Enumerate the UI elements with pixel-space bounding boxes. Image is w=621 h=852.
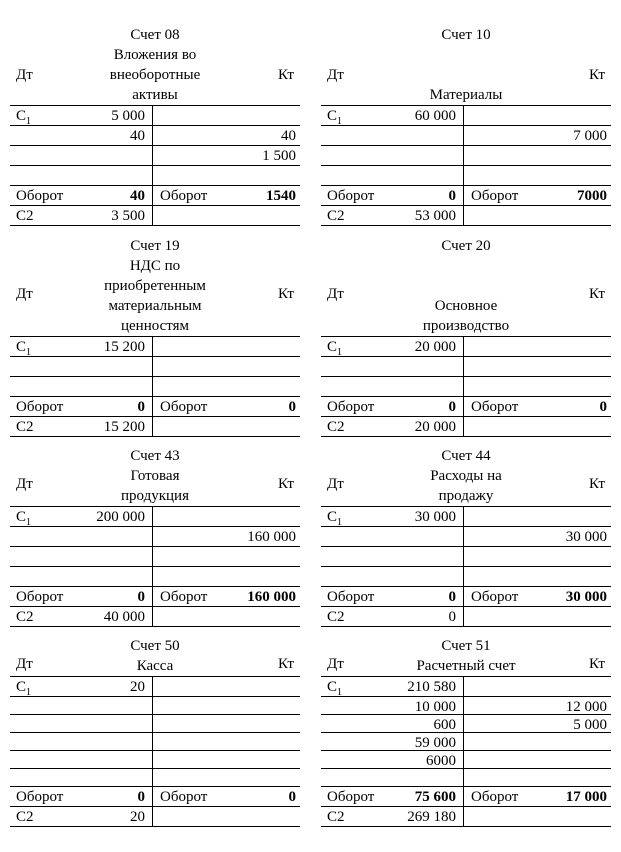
account-title: Счет 44 xyxy=(441,448,491,464)
turnover-label: Оборот xyxy=(160,399,208,415)
account-header xyxy=(321,636,611,676)
turnover-credit: 0 xyxy=(288,399,296,415)
debit-value: 40 xyxy=(130,128,145,144)
entry-row xyxy=(10,125,300,145)
credit-label: Кт xyxy=(589,476,605,492)
credit-label: Кт xyxy=(589,656,605,672)
account-subtitle-line: Материалы xyxy=(429,87,503,103)
turnover-label: Оборот xyxy=(160,589,208,605)
turnover-debit: 0 xyxy=(137,789,145,805)
turnover-label: Оборот xyxy=(471,789,519,805)
turnover-label: Оборот xyxy=(327,399,375,415)
opening-label: $С_1$ xyxy=(16,108,32,127)
entry-row xyxy=(10,750,300,768)
turnover-label: Оборот xyxy=(160,789,208,805)
entry-row xyxy=(10,566,300,586)
turnover-credit: 17 000 xyxy=(565,789,607,805)
credit-value: 5 000 xyxy=(573,717,607,733)
account-subtitle-line: активы xyxy=(132,87,178,103)
closing-value: 269 180 xyxy=(407,809,456,825)
account-subtitle-line: внеоборотные xyxy=(109,67,201,83)
opening-balance-row xyxy=(321,105,611,125)
opening-balance-row xyxy=(10,506,300,526)
credit-label: Кт xyxy=(589,286,605,302)
turnover-debit: 0 xyxy=(137,589,145,605)
entry-row xyxy=(321,696,611,714)
account-header xyxy=(10,446,300,506)
turnover-label: Оборот xyxy=(16,188,64,204)
entry-row xyxy=(321,546,611,566)
turnover-credit: 30 000 xyxy=(565,589,607,605)
turnover-row xyxy=(321,786,611,806)
opening-label: $С_1$ xyxy=(16,339,32,358)
debit-label: Дт xyxy=(327,286,344,302)
turnover-row xyxy=(10,396,300,416)
turnover-credit: 7000 xyxy=(577,188,607,204)
turnover-label: Оборот xyxy=(471,188,519,204)
debit-label: Дт xyxy=(327,476,344,492)
opening-balance-row xyxy=(10,105,300,125)
credit-value: 7 000 xyxy=(573,128,607,144)
debit-label: Дт xyxy=(16,476,33,492)
entry-row xyxy=(10,714,300,732)
credit-value: 1 500 xyxy=(262,148,296,164)
debit-label: Дт xyxy=(327,656,344,672)
credit-label: Кт xyxy=(278,67,294,83)
closing-label: С2 xyxy=(16,609,34,625)
closing-label: С2 xyxy=(16,419,34,435)
closing-value: 3 500 xyxy=(111,208,145,224)
credit-value: 160 000 xyxy=(247,529,296,545)
account-subtitle-line: Расчетный счет xyxy=(416,658,516,674)
account-subtitle-line: материальным xyxy=(108,298,202,314)
entry-row xyxy=(321,526,611,546)
account-title: Счет 51 xyxy=(441,638,491,654)
account-44 xyxy=(321,446,611,627)
turnover-label: Оборот xyxy=(327,188,375,204)
entry-row xyxy=(321,125,611,145)
debit-value: 210 580 xyxy=(407,679,456,695)
debit-value: 5 000 xyxy=(111,108,145,124)
debit-value: 20 xyxy=(130,679,145,695)
opening-balance-row xyxy=(10,336,300,356)
debit-value: 30 000 xyxy=(414,509,456,525)
account-header xyxy=(10,236,300,336)
entry-row xyxy=(321,165,611,185)
account-51 xyxy=(321,636,611,827)
closing-value: 15 200 xyxy=(103,419,145,435)
entry-row xyxy=(10,376,300,396)
credit-label: Кт xyxy=(278,656,294,672)
closing-value: 53 000 xyxy=(414,208,456,224)
closing-label: С2 xyxy=(327,208,345,224)
turnover-credit: 0 xyxy=(599,399,607,415)
turnover-row xyxy=(321,586,611,606)
credit-label: Кт xyxy=(278,286,294,302)
debit-label: Дт xyxy=(16,286,33,302)
entry-row xyxy=(321,145,611,165)
opening-label: $С_1$ xyxy=(327,509,343,528)
entry-row xyxy=(10,768,300,786)
account-header xyxy=(321,446,611,506)
closing-balance-row xyxy=(321,606,611,626)
turnover-row xyxy=(10,586,300,606)
closing-balance-row xyxy=(10,606,300,626)
account-title: Счет 20 xyxy=(441,238,491,254)
entry-row xyxy=(321,732,611,750)
turnover-label: Оборот xyxy=(16,589,64,605)
closing-value: 20 000 xyxy=(414,419,456,435)
account-subtitle-line: Основное xyxy=(434,298,498,314)
closing-value: 40 000 xyxy=(103,609,145,625)
account-title: Счет 10 xyxy=(441,27,491,43)
debit-label: Дт xyxy=(16,656,33,672)
opening-label: $С_1$ xyxy=(16,679,32,698)
entry-row xyxy=(10,526,300,546)
opening-label: $С_1$ xyxy=(16,509,32,528)
account-20 xyxy=(321,236,611,437)
closing-value: 0 xyxy=(448,609,456,625)
account-title: Счет 50 xyxy=(130,638,180,654)
account-header xyxy=(321,25,611,105)
entry-row xyxy=(10,356,300,376)
entry-row xyxy=(321,356,611,376)
debit-label: Дт xyxy=(16,67,33,83)
opening-label: $С_1$ xyxy=(327,339,343,358)
turnover-debit: 40 xyxy=(130,188,145,204)
entry-row xyxy=(321,376,611,396)
entry-row xyxy=(321,714,611,732)
account-50 xyxy=(10,636,300,827)
debit-value: 60 000 xyxy=(414,108,456,124)
turnover-credit: 0 xyxy=(288,789,296,805)
closing-balance-row xyxy=(321,416,611,436)
debit-value: 15 200 xyxy=(103,339,145,355)
debit-value: 20 000 xyxy=(414,339,456,355)
entry-row xyxy=(321,768,611,786)
debit-value: 600 xyxy=(433,717,456,733)
entry-row xyxy=(321,750,611,768)
opening-balance-row xyxy=(10,676,300,696)
turnover-label: Оборот xyxy=(327,589,375,605)
turnover-label: Оборот xyxy=(16,399,64,415)
account-subtitle-line: НДС по xyxy=(129,258,181,274)
account-header xyxy=(10,25,300,105)
account-subtitle-line: производство xyxy=(422,318,510,334)
credit-label: Кт xyxy=(589,67,605,83)
entry-row xyxy=(10,145,300,165)
closing-label: С2 xyxy=(327,809,345,825)
account-43 xyxy=(10,446,300,627)
entry-row xyxy=(10,165,300,185)
closing-balance-row xyxy=(321,205,611,225)
account-10 xyxy=(321,25,611,226)
turnover-debit: 0 xyxy=(448,589,456,605)
account-header xyxy=(10,636,300,676)
turnover-debit: 75 600 xyxy=(414,789,456,805)
turnover-credit: 160 000 xyxy=(247,589,296,605)
account-title: Счет 08 xyxy=(130,27,180,43)
credit-value: 12 000 xyxy=(565,699,607,715)
debit-value: 200 000 xyxy=(96,509,145,525)
account-title: Счет 43 xyxy=(130,448,180,464)
turnover-label: Оборот xyxy=(327,789,375,805)
closing-value: 20 xyxy=(130,809,145,825)
turnover-row xyxy=(10,786,300,806)
account-subtitle-line: Вложения во xyxy=(113,47,197,63)
turnover-label: Оборот xyxy=(16,789,64,805)
account-subtitle-line: продажу xyxy=(438,488,494,504)
opening-balance-row xyxy=(321,336,611,356)
account-subtitle-line: Касса xyxy=(136,658,174,674)
turnover-label: Оборот xyxy=(471,589,519,605)
account-title: Счет 19 xyxy=(130,238,180,254)
closing-label: С2 xyxy=(16,208,34,224)
account-08 xyxy=(10,25,300,226)
turnover-row xyxy=(321,396,611,416)
turnover-label: Оборот xyxy=(160,188,208,204)
entry-row xyxy=(10,546,300,566)
turnover-label: Оборот xyxy=(471,399,519,415)
account-subtitle-line: приобретенным xyxy=(104,278,206,294)
account-subtitle-line: Расходы на xyxy=(430,468,502,484)
turnover-debit: 0 xyxy=(448,188,456,204)
turnover-credit: 1540 xyxy=(266,188,296,204)
closing-balance-row xyxy=(10,806,300,826)
closing-balance-row xyxy=(321,806,611,826)
credit-value: 40 xyxy=(281,128,296,144)
closing-label: С2 xyxy=(16,809,34,825)
opening-label: $С_1$ xyxy=(327,108,343,127)
turnover-row xyxy=(10,185,300,205)
opening-balance-row xyxy=(321,506,611,526)
turnover-row xyxy=(321,185,611,205)
account-19 xyxy=(10,236,300,437)
closing-label: С2 xyxy=(327,419,345,435)
turnover-debit: 0 xyxy=(448,399,456,415)
debit-value: 59 000 xyxy=(414,735,456,751)
account-subtitle-line: Готовая xyxy=(130,468,180,484)
closing-balance-row xyxy=(10,205,300,225)
account-header xyxy=(321,236,611,336)
debit-value: 10 000 xyxy=(414,699,456,715)
closing-label: С2 xyxy=(327,609,345,625)
entry-row xyxy=(321,566,611,586)
closing-balance-row xyxy=(10,416,300,436)
entry-row xyxy=(10,732,300,750)
credit-label: Кт xyxy=(278,476,294,492)
debit-label: Дт xyxy=(327,67,344,83)
opening-label: $С_1$ xyxy=(327,679,343,698)
account-subtitle-line: ценностям xyxy=(120,318,190,334)
entry-row xyxy=(10,696,300,714)
opening-balance-row xyxy=(321,676,611,696)
credit-value: 30 000 xyxy=(565,529,607,545)
turnover-debit: 0 xyxy=(137,399,145,415)
debit-value: 6000 xyxy=(426,753,456,769)
account-subtitle-line: продукция xyxy=(121,488,189,504)
